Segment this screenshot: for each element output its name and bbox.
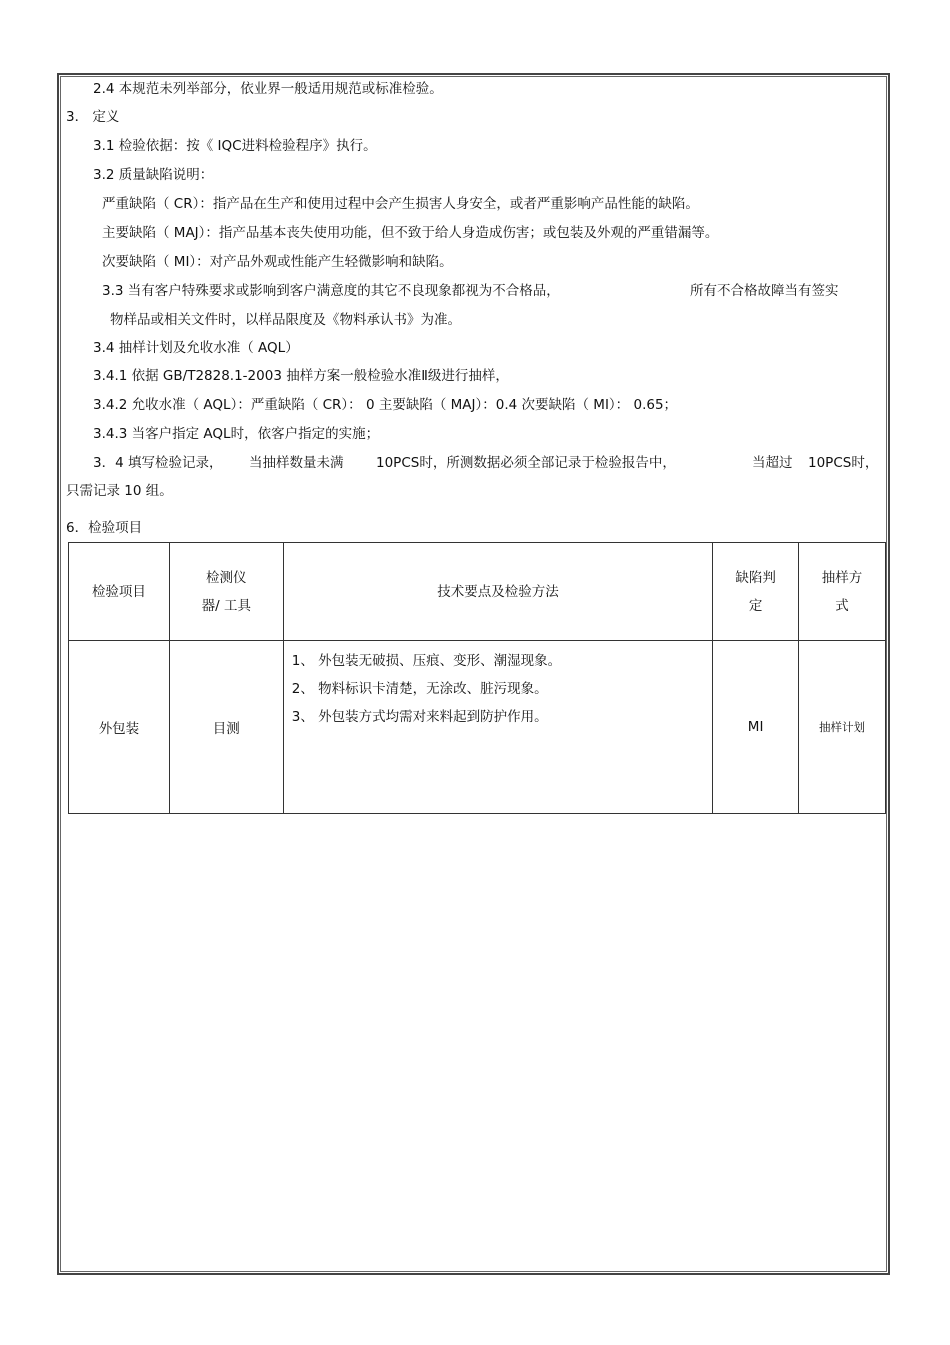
clause-3-4-record-b: 当抽样数量未满 (249, 455, 344, 471)
clause-3-4-2: 3.4.2 允收水准（ AQL）：严重缺陷（ CR）： 0 主要缺陷（ MAJ）：0.4 次要缺陷（ MI）： 0.65； (93, 397, 678, 413)
clause-3-4: 3.4 抽样计划及允收水准（ AQL） (93, 340, 299, 356)
header-item: 检验项目 (69, 543, 170, 641)
cell-item: 外包装 (69, 641, 170, 814)
clause-3-4-1: 3.4.1 依据 GB/T2828.1-2003 抽样方案一般检验水准Ⅱ级进行抽样， (93, 368, 509, 384)
cell-tool: 目测 (169, 641, 283, 814)
defect-mi: 次要缺陷（ MI）：对产品外观或性能产生轻微影响和缺陷。 (102, 254, 453, 270)
cell-method (283, 641, 712, 814)
header-tool: 检测仪 器/ 工具 (169, 543, 283, 641)
clause-3-4-record-d: 当超过 (752, 455, 793, 471)
method-item: 3、 外包装方式均需对来料起到防护作用。 (291, 709, 548, 725)
clause-3-2: 3.2 质量缺陷说明： (93, 167, 214, 183)
clause-2-4: 2.4 本规范未列举部分，依业界一般适用规范或标准检验。 (93, 81, 443, 97)
clause-3-3-b: 所有不合格故障当有签实 (690, 283, 839, 299)
clause-3-3-a: 3.3 当有客户特殊要求或影响到客户满意度的其它不良现象都视为不合格品， (102, 283, 560, 299)
defect-cr: 严重缺陷（ CR）：指产品在生产和使用过程中会产生损害人身安全，或者严重影响产品性能的缺陷。 (102, 196, 699, 212)
header-defect: 缺陷判 定 (713, 543, 799, 641)
method-item: 2、 物料标识卡清楚，无涂改、脏污现象。 (291, 681, 548, 697)
clause-3-4-3: 3.4.3 当客户指定 AQL时，依客户指定的实施； (93, 426, 380, 442)
method-item: 1、 外包装无破损、压痕、变形、潮湿现象。 (291, 653, 562, 669)
clause-3-4-record-c: 10PCS时，所测数据必须全部记录于检验报告中， (376, 455, 676, 471)
header-sampling: 抽样方 式 (799, 543, 886, 641)
clause-3-1: 3.1 检验依据：按《 IQC进料检验程序》执行。 (93, 138, 377, 154)
section-3-heading: 3． 定义 (66, 109, 120, 125)
cell-defect: MI (713, 641, 799, 814)
cell-sampling: 抽样计划 (799, 641, 886, 814)
clause-3-4-record-cont: 只需记录 10 组。 (66, 483, 173, 499)
defect-maj: 主要缺陷（ MAJ）：指产品基本丧失使用功能，但不致于给人身造成伤害；或包装及外观的严重错漏等。 (102, 225, 719, 241)
header-method: 技术要点及检验方法 (283, 543, 712, 641)
clause-3-4-record-e: 10PCS时， (808, 455, 879, 471)
clause-3-4-record-a: 3．4 填写检验记录， (93, 455, 223, 471)
table-header-row (69, 543, 886, 641)
inspection-table (68, 542, 886, 814)
section-6-heading: 6．检验项目 (66, 520, 143, 536)
table-row (69, 641, 886, 814)
clause-3-3-cont: 物样品或相关文件时，以样品限度及《物料承认书》为准。 (110, 312, 461, 328)
